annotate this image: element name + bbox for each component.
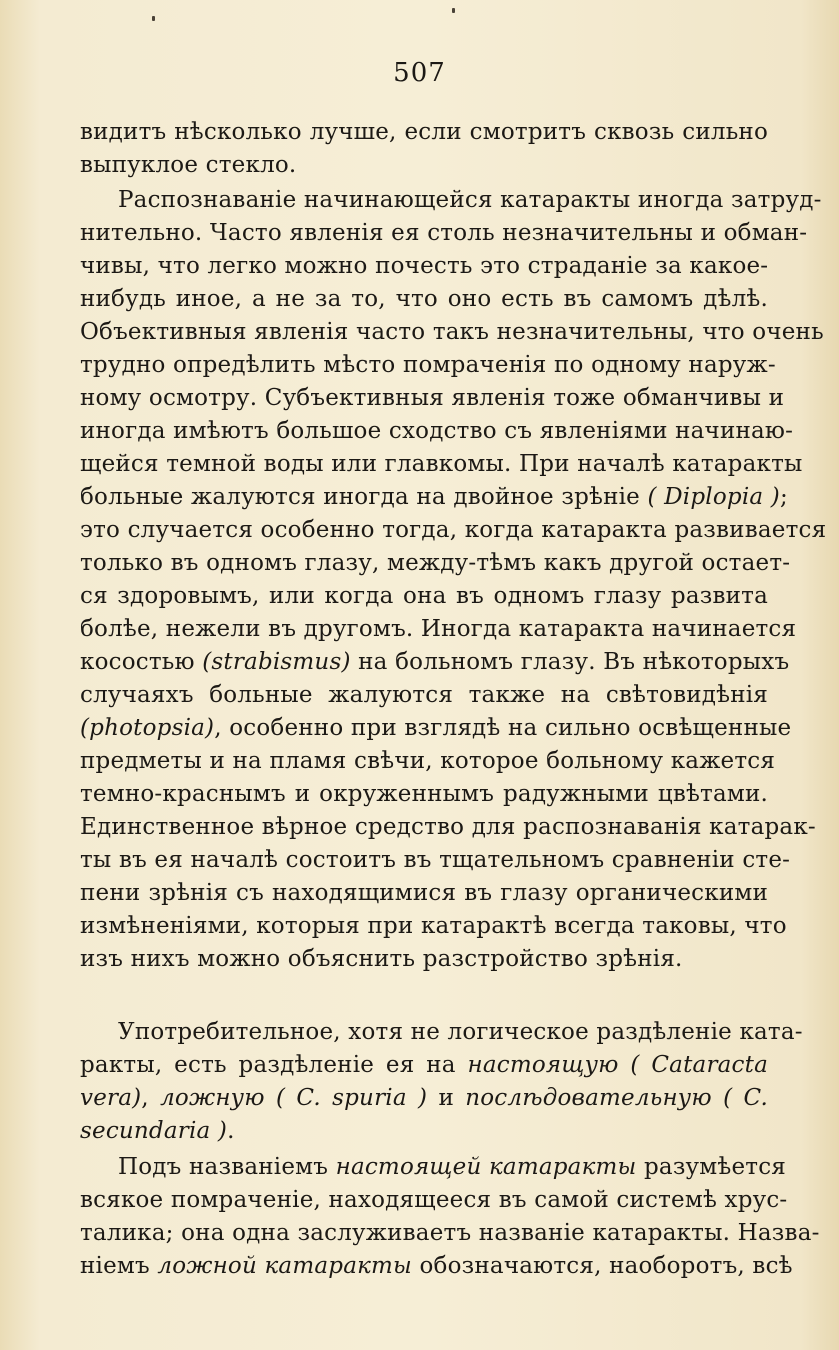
latin-term: vera) — [80, 1085, 142, 1111]
paragraph-4 — [80, 1151, 820, 1283]
latin-term: ( Cataracta — [630, 1052, 768, 1078]
text-line: только въ одномъ глазу, между-тѣмъ какъ другой остает- — [80, 550, 791, 576]
italic-term: ложную — [160, 1085, 265, 1111]
text-line: талика; она одна заслуживаетъ названіе катаракты. Назва- — [80, 1220, 820, 1246]
text-line: больные жалуются иногда на двойное зрѣніе ( Diplopia ); — [80, 484, 788, 510]
text-line: secundaria ). — [80, 1118, 235, 1144]
latin-term: ( C. spuria ) — [275, 1085, 428, 1111]
text-line: ракты, есть раздѣленіе ея на настоящую ( Cataracta — [80, 1052, 768, 1078]
text-line: изъ нихъ можно объяснить разстройство зрѣнія. — [80, 946, 683, 972]
italic-term: ложной катаракты — [157, 1253, 412, 1279]
text-line: Распознаваніе начинающейся катаракты иногда затруд- — [118, 187, 822, 213]
italic-term: послѣдовательную — [465, 1085, 712, 1111]
italic-term: настоящую — [467, 1052, 619, 1078]
text-line: ніемъ ложной катаракты обозначаются, наоборотъ, всѣ — [80, 1253, 793, 1279]
text-line: видитъ нѣсколько лучше, если смотритъ сквозь сильно — [80, 119, 768, 145]
text-line: Единственное вѣрное средство для распознаванія катарак- — [80, 814, 816, 840]
page-number: 507 — [393, 58, 446, 88]
latin-term: (strabismus) — [202, 649, 351, 675]
text-line: всякое помраченіе, находящееся въ самой системѣ хрус- — [80, 1187, 788, 1213]
text-line: измѣненіями, которыя при катарактѣ всегда таковы, что — [80, 913, 787, 939]
text-line: косостью (strabismus) на больномъ глазу. Въ нѣкоторыхъ — [80, 649, 790, 675]
text-line: (photopsia), особенно при взглядѣ на сильно освѣщенные — [80, 715, 792, 741]
text-line: нительно. Часто явленія ея столь незначительны и обман- — [80, 220, 808, 246]
latin-term: (photopsia) — [80, 715, 215, 741]
text-line: болѣе, нежели въ другомъ. Иногда катаракта начинается — [80, 616, 797, 642]
paragraph-2 — [80, 184, 827, 976]
text-line: Объективныя явленія часто такъ незначительны, что очень — [80, 319, 824, 345]
text-line: пени зрѣнія съ находящимися въ глазу органическими — [80, 880, 768, 906]
italic-term: настоящей катаракты — [335, 1154, 637, 1180]
text-line: ся здоровымъ, или когда она въ одномъ глазу развита — [80, 583, 768, 609]
text-line: щейся темной воды или главкомы. При началѣ катаракты — [80, 451, 803, 477]
text-line: ному осмотру. Субъективныя явленія тоже обманчивы и — [80, 385, 785, 411]
text-line: это случается особенно тогда, когда катаракта развивается — [80, 517, 827, 543]
latin-term: ( Diplopia ) — [647, 484, 780, 510]
text-line: случаяхъ больные жалуются также на свѣтовидѣнія — [80, 682, 768, 708]
text-line: предметы и на пламя свѣчи, которое больному кажется — [80, 748, 776, 774]
text-line: выпуклое стекло. — [80, 152, 297, 178]
text-line: чивы, что легко можно почесть это страданіе за какое- — [80, 253, 769, 279]
text-line: Употребительное, хотя не логическое раздѣленіе ката- — [118, 1019, 803, 1045]
latin-term: ( C. — [723, 1085, 768, 1111]
text-line: нибудь иное, а не за то, что оно есть въ самомъ дѣлѣ. — [80, 286, 768, 312]
paragraph-1 — [80, 116, 768, 182]
text-line: ты въ ея началѣ состоитъ въ тщательномъ сравненіи сте- — [80, 847, 791, 873]
text-line: темно-краснымъ и окруженнымъ радужными цвѣтами. — [80, 781, 768, 807]
ink-speck — [452, 8, 455, 13]
text-line: трудно опредѣлить мѣсто помраченія по одному наруж- — [80, 352, 776, 378]
text-line: vera), ложную ( C. spuria ) и послѣдовательную ( C. — [80, 1085, 768, 1111]
latin-term: secundaria ) — [80, 1118, 228, 1144]
ink-speck — [152, 16, 155, 21]
text-line: Подъ названіемъ настоящей катаракты разумѣется — [118, 1154, 786, 1180]
paragraph-3 — [80, 1016, 803, 1148]
text-line: иногда имѣютъ большое сходство съ явленіями начинаю- — [80, 418, 794, 444]
